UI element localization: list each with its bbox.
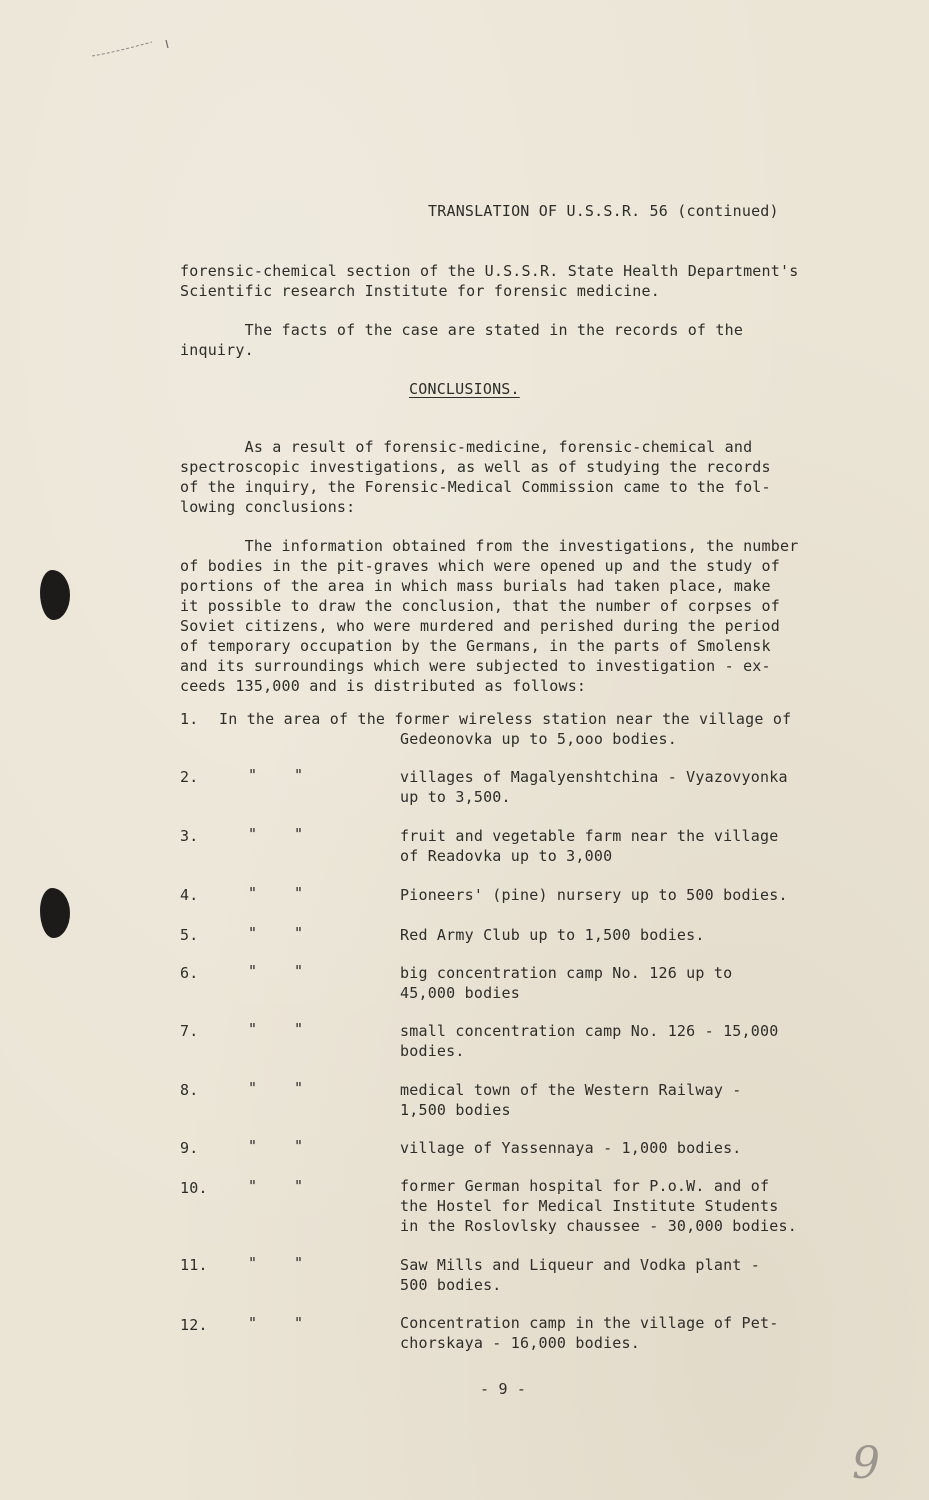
item-number: 6. bbox=[180, 964, 199, 982]
ditto-mark: " bbox=[248, 1314, 258, 1332]
ditto-mark: " bbox=[294, 1254, 304, 1272]
item-number: 10. bbox=[180, 1179, 208, 1197]
ditto-mark: " bbox=[248, 1254, 258, 1272]
ditto-mark: " bbox=[294, 1079, 304, 1097]
ditto-mark: " bbox=[248, 884, 258, 902]
conclusions-intro: As a result of forensic-medicine, forensic-chemical and spectroscopic investigations, as well as of studying the records of the inquiry, the Forensic-Medical Commission came to the fol- lowing conclusions: bbox=[180, 438, 771, 516]
punch-hole-icon bbox=[40, 570, 70, 620]
ditto-mark: " bbox=[248, 962, 258, 980]
ditto-mark: " bbox=[294, 1020, 304, 1038]
ditto-mark: " bbox=[294, 825, 304, 843]
ditto-mark: " bbox=[294, 1137, 304, 1155]
ditto-mark: " bbox=[248, 825, 258, 843]
ditto-mark: " bbox=[294, 1177, 304, 1195]
item-number: 1. bbox=[180, 710, 199, 728]
punch-hole-icon bbox=[40, 888, 70, 938]
facts-paragraph: The facts of the case are stated in the records of the inquiry. bbox=[180, 321, 744, 359]
item-text: former German hospital for P.o.W. and of the Hostel for Medical Institute Students in the Roslovlsky chaussee - 30,000 bodies. bbox=[400, 1177, 797, 1235]
ditto-mark: " bbox=[248, 1079, 258, 1097]
item-text: Red Army Club up to 1,500 bodies. bbox=[400, 926, 705, 944]
item-number: 3. bbox=[180, 827, 199, 845]
item-text: Pioneers' (pine) nursery up to 500 bodies. bbox=[400, 886, 788, 904]
item-text: villages of Magalyenshtchina - Vyazovyonka up to 3,500. bbox=[400, 768, 788, 806]
item-number: 9. bbox=[180, 1139, 199, 1157]
item-number: 11. bbox=[180, 1256, 208, 1274]
item-text: small concentration camp No. 126 - 15,000 bodies. bbox=[400, 1022, 779, 1060]
ditto-mark: " bbox=[248, 1020, 258, 1038]
document-header: TRANSLATION OF U.S.S.R. 56 (continued) bbox=[428, 202, 779, 220]
ditto-mark: " bbox=[248, 1137, 258, 1155]
item-text: village of Yassennaya - 1,000 bodies. bbox=[400, 1139, 742, 1157]
ditto-mark: " bbox=[248, 766, 258, 784]
item-number: 12. bbox=[180, 1316, 208, 1334]
item-text: big concentration camp No. 126 up to 45,000 bodies bbox=[400, 964, 733, 1002]
intro-paragraph: forensic-chemical section of the U.S.S.R. State Health Department's Scientific research Institute for forensic medicine. bbox=[180, 262, 799, 300]
item-lead: In the area of the former wireless station near the village of bbox=[219, 710, 792, 728]
handwritten-folio-number: 9 bbox=[852, 1438, 880, 1489]
information-paragraph: The information obtained from the investigations, the number of bodies in the pit-graves which were opened up and the study of portions of the area in which mass burials had taken place, make it possible to draw the conclusion, that the number of corpses of Soviet citizens, who were murdered and perished during the period of temporary occupation by the Germans, in the parts of Smolensk and its surroundings which were subjected to investigation - ex- ceeds 135,000 and is distributed as follows: bbox=[180, 537, 799, 695]
ditto-mark: " bbox=[248, 1177, 258, 1195]
ditto-mark: " bbox=[294, 766, 304, 784]
item-number: 5. bbox=[180, 926, 199, 944]
item-number: 8. bbox=[180, 1081, 199, 1099]
item-text: medical town of the Western Railway - 1,500 bodies bbox=[400, 1081, 742, 1119]
item-number: 7. bbox=[180, 1022, 199, 1040]
item-text: fruit and vegetable farm near the village of Readovka up to 3,000 bbox=[400, 827, 779, 865]
ditto-mark: " bbox=[248, 924, 258, 942]
pencil-mark-icon bbox=[90, 38, 170, 60]
item-number: 2. bbox=[180, 768, 199, 786]
ditto-mark: " bbox=[294, 924, 304, 942]
item-text: Saw Mills and Liqueur and Vodka plant - 500 bodies. bbox=[400, 1256, 760, 1294]
item-text: Gedeonovka up to 5,ooo bodies. bbox=[400, 730, 677, 748]
page-number: - 9 - bbox=[480, 1380, 527, 1398]
conclusions-heading: CONCLUSIONS. bbox=[409, 380, 520, 398]
ditto-mark: " bbox=[294, 884, 304, 902]
item-text: Concentration camp in the village of Pet- chorskaya - 16,000 bodies. bbox=[400, 1314, 779, 1352]
ditto-mark: " bbox=[294, 962, 304, 980]
ditto-mark: " bbox=[294, 1314, 304, 1332]
item-number: 4. bbox=[180, 886, 199, 904]
